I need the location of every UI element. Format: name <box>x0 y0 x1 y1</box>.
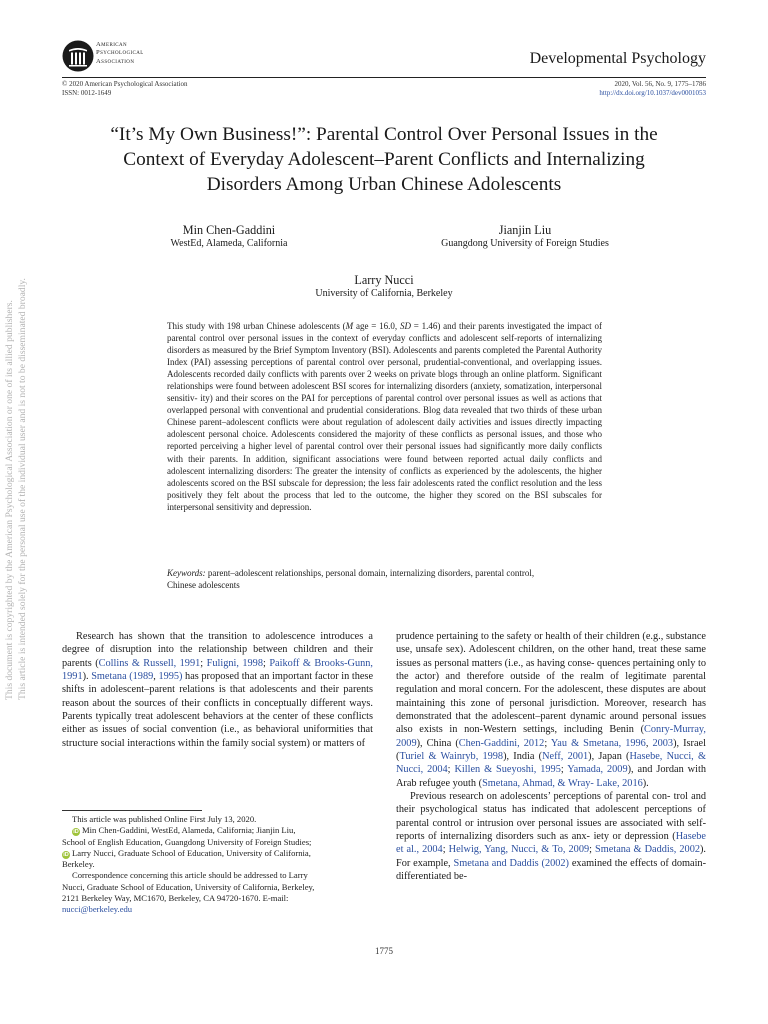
text-run: quences pertaining only to the actor) and therefore outside of the <box>396 657 706 682</box>
paragraph <box>396 790 706 883</box>
italic-symbol: M <box>345 321 354 331</box>
citation-link[interactable]: 1995) <box>158 670 183 682</box>
citation-link[interactable]: Conry-Murray, 2009 <box>396 724 706 749</box>
header-rule <box>62 77 706 78</box>
text-run: activities and issues directly impacting adolescent personal choice. Adolescents considered the majority <box>167 417 603 440</box>
apa-logo-icon <box>62 40 94 72</box>
text-run: This study with 198 urban Chinese adolescents ( <box>167 321 346 331</box>
text-run: that adolescents and their parents reason about the sources of their <box>62 684 374 709</box>
author-block <box>150 223 308 250</box>
orcid-icon[interactable]: iD <box>63 851 69 858</box>
publisher-line: American <box>96 41 128 48</box>
text-run: Previous research on adolescents’ perceptions of parental con- <box>410 790 671 802</box>
article-title <box>62 122 706 197</box>
paragraph <box>396 630 706 790</box>
author-note <box>62 825 373 870</box>
text-run: the BSI subscale for depression; the less fair adolescents rated the conflict resolution and the less <box>248 477 603 488</box>
correspondence-line: Nucci, Graduate School of Education, University of California, Berkeley, <box>62 881 315 892</box>
keywords-text: parent–adolescent relationships, personal domain, internalizing disorders, parental control, <box>205 568 535 578</box>
text-run: the impact of parental control over personal issues in the context of everyday conflicts and adolescent <box>167 321 602 344</box>
citation-link[interactable]: Brooks-Gunn, 1991 <box>62 657 374 682</box>
doi-link[interactable]: http://dx.doi.org/10.1037/dev0001053 <box>599 89 706 97</box>
author-name: Min Chen-Gaddini <box>182 223 276 237</box>
body-column-right <box>396 630 706 883</box>
author-name: Jianjin Liu <box>498 223 552 237</box>
text-run: adolescent behaviors at the center of these conflicts either as issues <box>62 710 374 736</box>
publisher-line: Psychological <box>96 49 144 57</box>
text-run: The greater the intensity of conflicts as experienced by the adolescents, the higher adolescents scored on <box>167 465 602 488</box>
text-run: ). <box>82 670 92 682</box>
citation-link[interactable]: Nucci, & Nucci, 2004 <box>396 750 706 776</box>
footnote-rule <box>62 810 202 811</box>
text-run: over their personal issues had significantly more daily conflicts with their parents. In addition, significant <box>167 441 603 464</box>
author-affiliation: WestEd, Alameda, California <box>170 238 288 249</box>
correspondence-line: 2121 Berkeley Way, MC1670, Berkeley, CA 94720-1670. E-mail: <box>62 893 289 904</box>
title-line: Disorders Among Urban Chinese Adolescents <box>206 174 562 195</box>
author-block <box>284 273 484 300</box>
text-run: of social convention (i.e., as behavioral uniformities that structure <box>62 724 373 749</box>
text-run: trol and their psychological status has indicated that adolescent <box>396 790 706 816</box>
keywords-text: Chinese adolescents <box>167 580 240 591</box>
text-run: = 1.46) and their parents investigated <box>410 321 551 331</box>
author-block <box>420 223 630 250</box>
author-note-line: School of English Education, Guangdong University of Foreign Studies; <box>62 836 312 847</box>
text-run: social interactions within the family social system) or matters of <box>100 737 366 749</box>
text-run: treat these same issues as personal matters (i.e., as having conse- <box>396 644 706 669</box>
text-run: , <box>645 737 653 749</box>
header-copyright-block <box>62 80 187 98</box>
page-number: 1775 <box>375 946 393 956</box>
citation-link[interactable]: Smetana and <box>453 857 507 869</box>
citation-link[interactable]: Smetana (1989 <box>91 670 154 682</box>
journal-name: Developmental Psychology <box>529 50 706 67</box>
text-run: that overlapped personal with conventional and prudential considerations. Blog data revealed that two <box>167 393 602 416</box>
text-run: ; <box>447 764 455 776</box>
text-run: self-reports of internalizing disorders as measured by the Brief Symptom Inventory (BSI). Adolescents <box>167 333 603 356</box>
text-run: personal jurisdiction. Moreover, research has demonstrated that <box>396 697 706 722</box>
side-notice-line: This document is copyrighted by the American Psychological Association or one of its allied publishers. <box>4 300 15 700</box>
text-run: substance use, unsafe sex). Adolescent children, on the other hand, <box>396 631 706 656</box>
text-run: ). For example, <box>396 844 707 869</box>
author-note-line: Larry Nucci, Graduate School of Education, University of California, <box>72 847 311 858</box>
text-run: conflicts in conceptually different ways. Parents typically treat <box>62 697 373 722</box>
published-note: This article was published Online First July 13, 2020. <box>72 814 257 824</box>
body-column-left <box>62 630 373 750</box>
email-link[interactable]: nucci@berkeley.edu <box>62 904 133 915</box>
citation-link[interactable]: Lake, 2016 <box>596 777 643 789</box>
citation-link[interactable]: Smetana & Daddis, 2002 <box>595 844 700 856</box>
author-name: Larry Nucci <box>354 273 414 287</box>
text-run: personal, prudential-conventional, and overlapping issues. Adolescents recorded daily conflicts with <box>167 357 603 380</box>
text-run: in non-Western settings, including Benin ( <box>449 724 645 736</box>
citation-text: 2020, Vol. 56, No. 9, 1775–1786 <box>614 80 706 88</box>
text-run: ), <box>416 737 423 749</box>
text-run: the adolescent–parent dynamic around personal issues also exists <box>396 710 706 736</box>
author-note-line: Berkeley. <box>62 859 95 870</box>
text-run: ), Israel <box>673 737 706 749</box>
text-run: ; <box>544 737 551 749</box>
citation-link[interactable]: Yau & Smetana, 1996 <box>550 737 646 749</box>
copyright-text: © 2020 American Psychological Association <box>62 80 188 88</box>
text-run: between adolescent BSI scores for internalizing disorders (anxiety, somatization, interpersonal sensitiv- <box>167 381 602 404</box>
citation-link[interactable]: Paikoff & <box>269 657 311 669</box>
text-run: Research has shown that the transition to adolescence introduces <box>76 631 364 642</box>
citation-link[interactable]: Hasebe et al., 2004 <box>396 830 707 856</box>
citation-link[interactable]: Daddis (2002) <box>509 857 569 869</box>
abstract <box>167 320 602 513</box>
text-run: ), India ( <box>503 750 543 762</box>
citation-link[interactable]: Chen-Gaddini, 2012 <box>458 737 545 749</box>
text-run: of these conflicts as personal issues, and those who reported perceiving a higher level of parental control <box>167 429 602 452</box>
text-run: ity) and their scores on the PAI for perceptions of parental control over personal issues as well as actions <box>200 393 586 404</box>
text-run: ; <box>262 657 270 669</box>
side-notice-line: This article is intended solely for the personal use of the individual user and is not to be disseminated broadly. <box>17 278 28 700</box>
text-run: a degree of disruption into the relationship between children and <box>62 631 373 656</box>
paragraph <box>62 630 373 750</box>
citation-link[interactable]: Helwig, Yang, Nucci, & <box>448 844 550 856</box>
citation-link[interactable]: 2003 <box>652 737 674 749</box>
text-run: ). <box>642 777 649 789</box>
title-line: Context of Everyday Adolescent–Parent Conflicts and Internalizing <box>123 149 645 170</box>
author-note-line: Min Chen-Gaddini, WestEd, Alameda, California; Jianjin Liu, <box>82 825 296 836</box>
citation-link[interactable]: Neff, 2001 <box>542 750 589 762</box>
text-run: China ( <box>426 737 459 749</box>
text-run: , <box>153 670 159 682</box>
text-run: and parents completed the Parental Authority Index (PAI) assessing perceptions of parental control over <box>167 345 603 368</box>
publisher-line: Association <box>96 57 135 65</box>
text-run: important factor in these shifts in adolescent–parent relations is <box>62 670 374 696</box>
citation-link[interactable]: Turiel & Wainryb, 1998 <box>399 750 504 762</box>
author-affiliation: Guangdong University of Foreign Studies <box>441 238 609 249</box>
text-run: associated with self-reports of internalizing disorders such as anx- <box>396 817 706 842</box>
text-run: for interpersonal sensitivity and depression. <box>167 489 602 512</box>
keywords <box>167 567 602 591</box>
orcid-icon[interactable]: iD <box>73 829 79 836</box>
side-copyright-notice <box>3 0 29 700</box>
text-run: ; <box>560 764 568 776</box>
issn-text: ISSN: 0012-1649 <box>62 89 112 97</box>
text-run: prudence pertaining to the safety or health of their children (e.g., <box>396 631 664 642</box>
text-run: perceptions of parental control or intrusion over personal issues are <box>396 804 706 829</box>
text-run: positively they felt about the process that led to the outcome, the higher they scored on the BSI subscales <box>167 489 587 500</box>
text-run: ( <box>396 750 400 762</box>
footnotes <box>62 814 373 916</box>
citation-link[interactable]: Smetana, Ahmad, & Wray- <box>482 777 594 789</box>
text-run: iety or depression ( <box>593 830 676 842</box>
correspondence-note <box>62 870 373 915</box>
header-citation-block <box>599 80 706 98</box>
publisher-name <box>96 41 144 66</box>
keywords-label: Keywords: <box>167 568 206 578</box>
text-run: thirds of these urban Chinese parent–adolescent conflicts were about regulation of adolescent daily <box>167 405 603 428</box>
text-run: their parents ( <box>62 644 373 669</box>
text-run: associations were found between reported actual daily conflicts and adolescent internalizing disorders: <box>167 453 603 476</box>
text-run: and Jordan with Arab refugee youth ( <box>396 764 706 789</box>
text-run: parents over 2 weeks on private blogs through an online platform. Significant relationships were found <box>167 369 602 392</box>
citation-link[interactable]: To, 2009 <box>552 844 590 856</box>
text-run: has proposed that an <box>182 670 270 682</box>
text-run: ), Japan ( <box>588 750 630 762</box>
text-run: age = 16.0, <box>353 321 400 331</box>
citation-link[interactable]: Fuligni, 1998 <box>206 657 263 669</box>
text-run: ; <box>589 844 596 856</box>
title-line: “It’s My Own Business!”: Parental Control Over Personal Issues in the <box>110 124 658 145</box>
author-affiliation: University of California, Berkeley <box>315 288 453 299</box>
text-run: ), <box>627 764 634 776</box>
citation-link[interactable]: Collins & Russell, 1991 <box>98 657 201 669</box>
text-run: ; <box>200 657 207 669</box>
text-run: realm of legitimate parental regulation and moral concern. For the <box>396 670 706 696</box>
citation-link[interactable]: Yamada, 2009 <box>567 764 628 776</box>
italic-symbol: SD <box>399 321 411 331</box>
citation-link[interactable]: Hasebe, <box>629 750 663 762</box>
citation-link[interactable]: Killen & Sueyoshi, 1995 <box>454 764 561 776</box>
text-run: adolescent, these disputes are about maintaining this zone of <box>396 684 706 709</box>
correspondence-line: Correspondence concerning this article should be addressed to Larry <box>72 870 308 881</box>
text-run: examined the effects of domain-differentiated be- <box>396 857 707 882</box>
text-run: ; <box>442 844 449 856</box>
